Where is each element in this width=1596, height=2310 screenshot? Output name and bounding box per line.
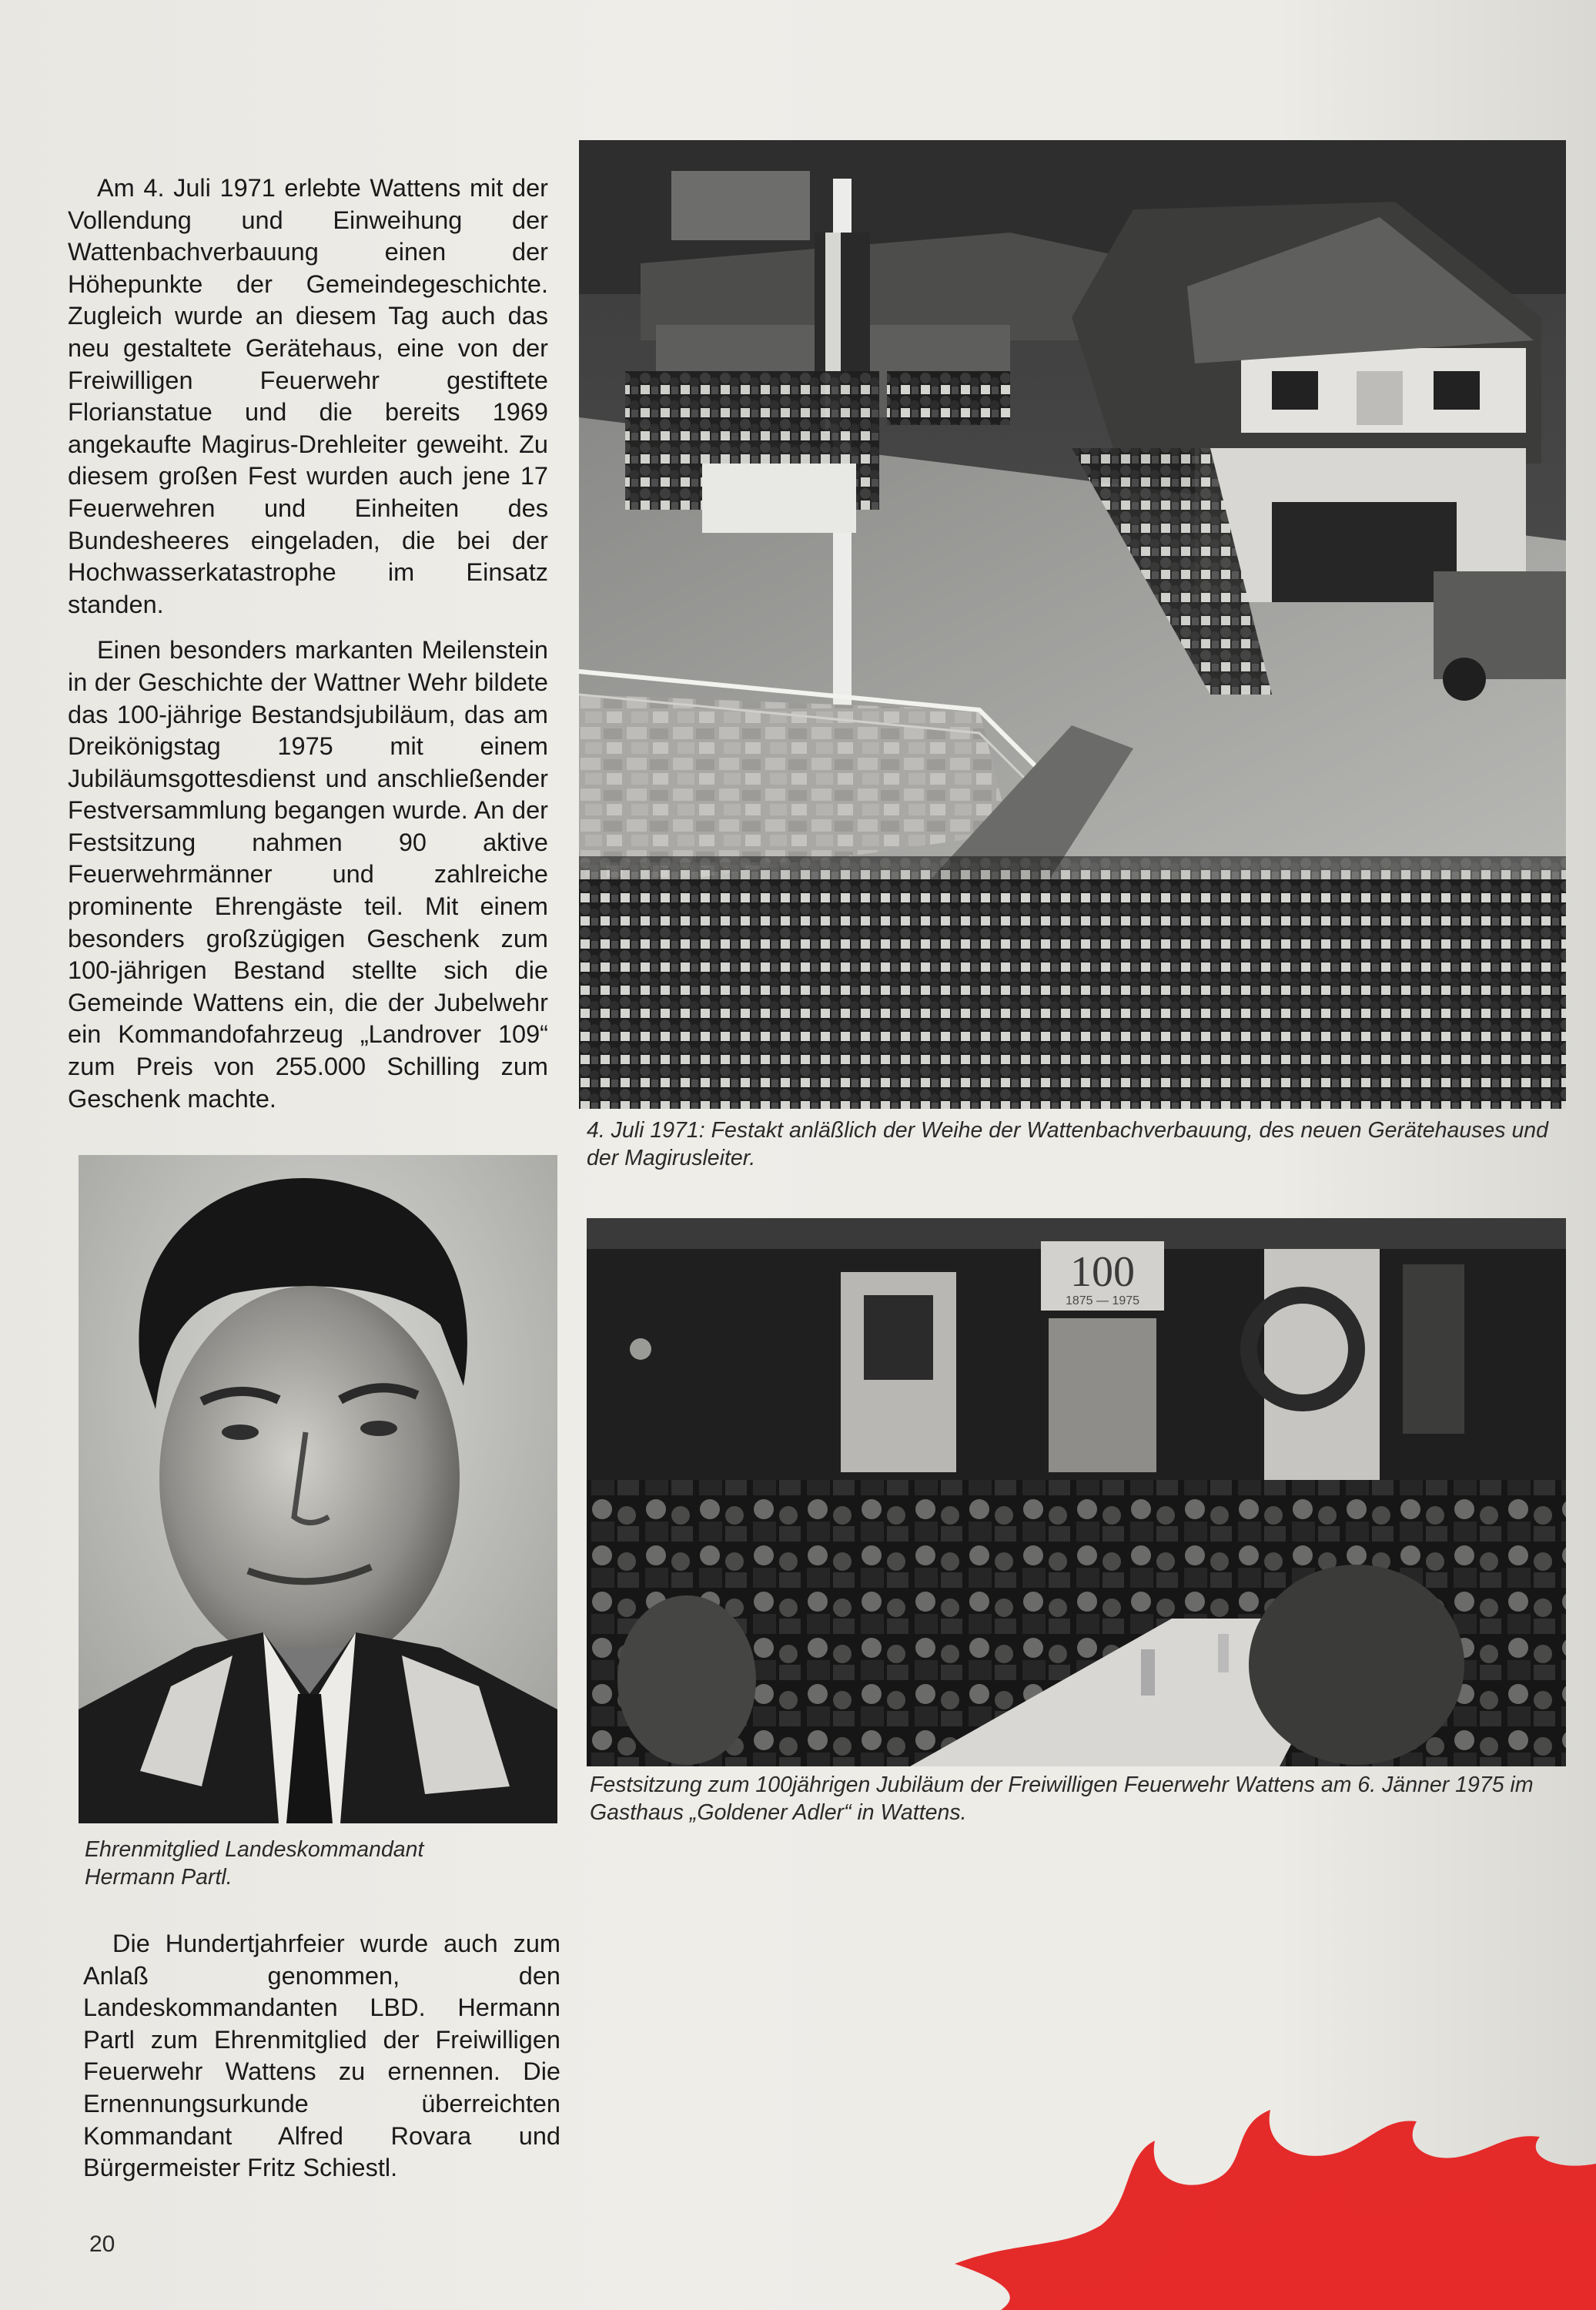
paragraph-jubilaeum: Einen besonders markanten Meilenstein in der Geschichte der Wattner Wehr bildete das 100-jährige Bestandsjubiläum, das am Dreikönigstag 1975 mit einem Jubiläumsgottesdienst und anschließender Festversammlung begangen wurde. An der Festsitzung nahmen 90 aktive Feuerwehrmänner und zahlreiche prominente Ehrengäste teil. Mit einem besonders großzügigen Geschenk zum 100-jährigen Bestand stellte sich die Gemeinde Wattens ein, die der Jubelwehr ein Kommandofahrzeug „Landrover 109“ zum Preis von 255.000 Schilling zum Geschenk machte. bbox=[68, 636, 548, 1113]
caption-portrait bbox=[85, 1836, 562, 1891]
photo-portrait-hermann-partl bbox=[79, 1155, 557, 1823]
caption-portrait-line2: Hermann Partl. bbox=[85, 1865, 233, 1890]
caption-portrait-line1: Ehrenmitglied Landeskommandant bbox=[85, 1837, 424, 1862]
article-text-top bbox=[68, 172, 548, 1129]
caption-festakt: 4. Juli 1971: Festakt anläßlich der Weihe der Wattenbachverbauung, des neuen Gerätehauses und der Magirusleiter. bbox=[587, 1118, 1548, 1170]
photo-festsitzung-image bbox=[587, 1218, 1566, 1766]
paragraph-ehrenmitglied: Die Hundertjahrfeier wurde auch zum Anlaß genommen, den Landeskommandanten LBD. Hermann Partl zum Ehrenmitglied der Freiwilligen Feuerwehr Wattens zu ernennen. Die Ernennungsurkunde überreichten Kommandant Alfred Rovara und Bürgermeister Fritz Schiestl. bbox=[83, 1930, 560, 2182]
paragraph-festakt: Am 4. Juli 1971 erlebte Wattens mit der Vollendung und Einweihung der Wattenbachverbauung einen der Höhepunkte der Gemeindegeschichte. Zugleich wurde an diesem Tag auch das neu gestaltete Gerätehaus, eine von der Freiwilligen Feuerwehr gestiftete Florianstatue und die bereits 1969 angekaufte Magirus-Drehleiter geweiht. Zu diesem großen Fest wurden auch jene 17 Feuerwehren und Einheiten des Bundesheeres eingeladen, die bei der Hochwasserkatastrophe im Einsatz standen. bbox=[68, 174, 548, 618]
photo-festsitzung-1975 bbox=[587, 1218, 1566, 1766]
page-number: 20 bbox=[89, 2231, 115, 2257]
banner-years: 1875 — 1975 bbox=[1065, 1294, 1140, 1307]
caption-festsitzung: Festsitzung zum 100jährigen Jubiläum der Freiwilligen Feuerwehr Wattens am 6. Jänner 1975 im Gasthaus „Goldener Adler“ in Wattens. bbox=[590, 1773, 1534, 1825]
banner-number: 100 bbox=[1070, 1248, 1135, 1296]
photo-festakt-image bbox=[579, 140, 1566, 1109]
article-text-bottom bbox=[83, 1928, 560, 2198]
photo-festakt-1971 bbox=[579, 140, 1566, 1109]
flame-decoration bbox=[955, 2110, 1596, 2310]
portrait-image bbox=[79, 1155, 557, 1823]
